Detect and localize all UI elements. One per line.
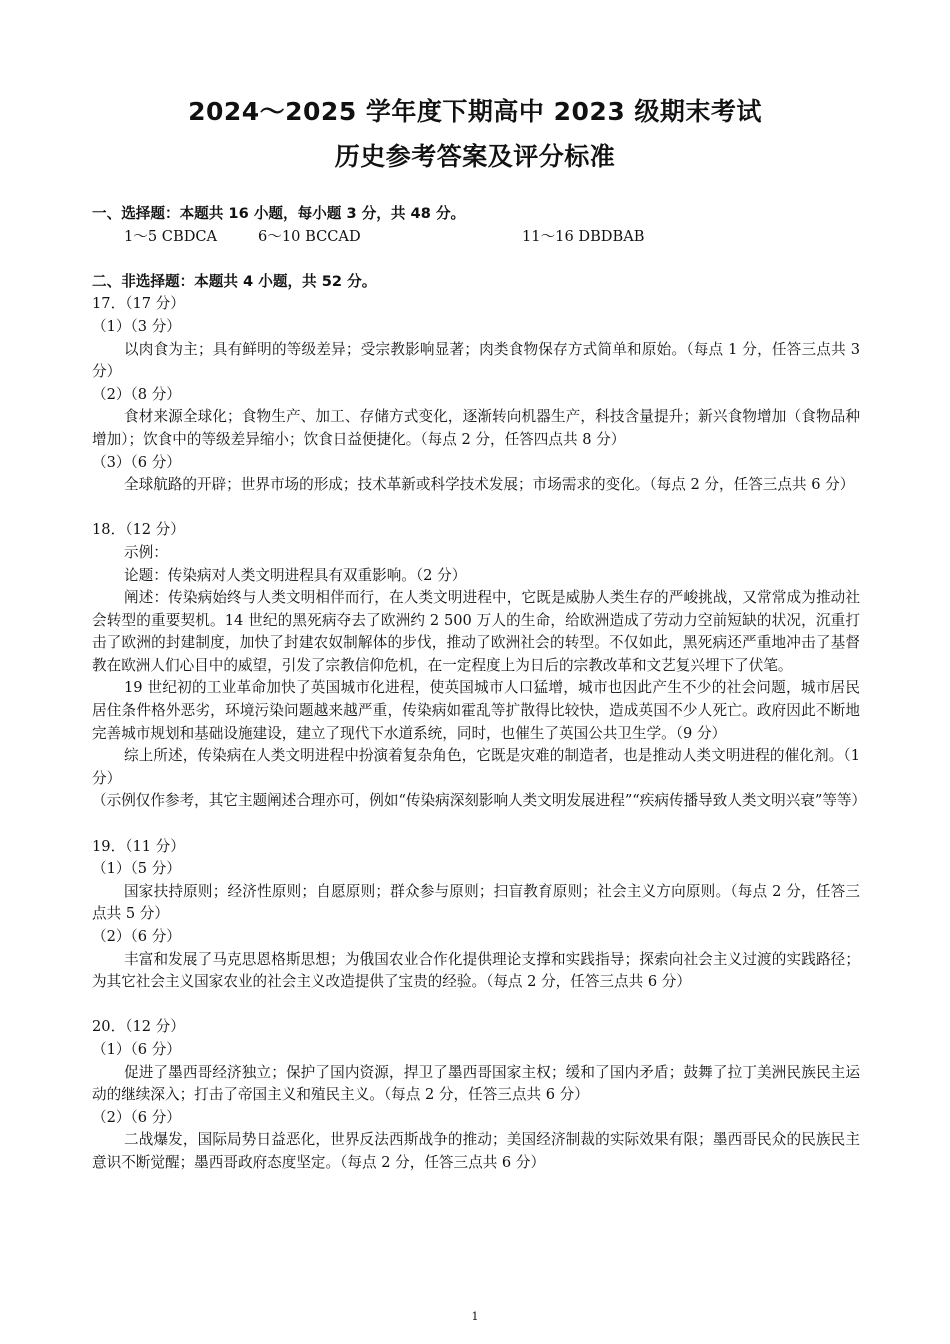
q19-part1-label: （1）（5 分）: [92, 860, 181, 878]
q17-part2-answer: 食材来源全球化；食物生产、加工、存储方式变化，逐渐转向机器生产，科技含量提升；新兴食物增加（食物品种增加）；饮食中的等级差异缩小；饮食日益便捷化。（每点 2 分，任答四点共 8 分）: [92, 408, 860, 448]
q20-part2-label: （2）（6 分）: [92, 1108, 181, 1126]
mc-answer-group: 6～10 BCCAD: [258, 227, 361, 245]
document-body: [92, 203, 867, 1175]
q18-paragraph: 阐述：传染病始终与人类文明相伴而行，在人类文明进程中，它既是威胁人类生存的严峻挑战，又常常成为推动社会转型的重要契机。14 世纪的黑死病夺去了欧洲约 2 500 万人的生命，给欧洲造成了劳动力空前短缺的状况，沉重打击了欧洲的封建制度，加快了封建农奴制解体的步伐，推动了欧洲社会的转型。不仅如此，黑死病还严重地冲击了基督教在欧洲人们心目中的威望，引发了宗教信仰危机，在一定程度上为日后的宗教改革和文艺复兴埋下了伏笔。: [92, 589, 860, 674]
q19-title: 19．（11 分）: [92, 837, 185, 855]
q18-paragraph: 综上所述，传染病在人类文明进程中扮演着复杂角色，它既是灾难的制造者，也是推动人类文明进程的催化剂。（1 分）: [92, 747, 860, 787]
q20-part2-answer: 二战爆发，国际局势日益恶化，世界反法西斯战争的推动；美国经济制裁的实际效果有限；墨西哥民众的民族民主意识不断觉醒；墨西哥政府态度坚定。（每点 2 分，任答三点共 6 分）: [92, 1131, 860, 1171]
q20-title: 20．（12 分）: [92, 1018, 185, 1036]
page-number: 1: [471, 1310, 479, 1323]
section1-heading: 一、选择题：本题共 16 小题，每小题 3 分，共 48 分。: [92, 205, 466, 222]
mc-answer-row: [92, 226, 860, 249]
q17-part3-answer: 全球航路的开辟；世界市场的形成；技术革新或科学技术发展；市场需求的变化。（每点 2 分，任答三点共 6 分）: [124, 476, 855, 494]
q20-part1-answer: 促进了墨西哥经济独立；保护了国内资源，捍卫了墨西哥国家主权；缓和了国内矛盾；鼓舞了拉丁美洲民族民主运动的继续深入；打击了帝国主义和殖民主义。（每点 2 分，任答三点共 6 分）: [92, 1063, 860, 1104]
q20-part1-label: （1）（6 分）: [92, 1040, 181, 1058]
document-subtitle: 历史参考答案及评分标准: [334, 142, 616, 171]
q19-part1-answer: 国家扶持原则；经济性原则；自愿原则；群众参与原则；扫盲教育原则；社会主义方向原则。（每点 2 分，任答三点共 5 分）: [92, 882, 860, 923]
q17-part1-label: （1）（3 分）: [92, 317, 181, 335]
q18-title: 18．（12 分）: [92, 521, 185, 539]
q17-title: 17．（17 分）: [92, 295, 185, 313]
q19-part2-label: （2）（6 分）: [92, 928, 181, 945]
section2-heading: 二、非选择题：本题共 4 小题，共 52 分。: [92, 272, 377, 290]
q19-part2-answer: 丰富和发展了马克思恩格斯思想；为俄国农业合作化提供理论支撑和实践指导；探索向社会主义过渡的实践路径；为其它社会主义国家农业的社会主义改造提供了宝贵的经验。（每点 2 分，任答三点共 6 分）: [92, 950, 860, 991]
mc-answer-group: 1～5 CBDCA: [124, 227, 218, 245]
q17-part3-label: （3）（6 分）: [92, 453, 181, 471]
q18-paragraph: 19 世纪初的工业革命加快了英国城市化进程，使英国城市人口猛增，城市也因此产生不少的社会问题，城市居民居住条件格外恶劣，环境污染问题越来越严重，传染病如霍乱等扩散得比较快，造成英国不少人死亡。政府因此不断地完善城市规划和基础设施建设，建立了现代下水道系统，同时，也催生了英国公共卫生学。（9 分）: [92, 679, 860, 742]
q18-example-label: 示例：: [124, 543, 168, 561]
q18-note: （示例仅作参考，其它主题阐述合理亦可，例如“传染病深刻影响人类文明发展进程”“疾病传播导致人类文明兴衰”等等）: [92, 792, 867, 810]
q17-part2-label: （2）（8 分）: [92, 385, 181, 403]
document-title: 2024～2025 学年度下期高中 2023 级期末考试: [188, 97, 762, 126]
q17-part1-answer: 以肉食为主；具有鲜明的等级差异；受宗教影响显著；肉类食物保存方式简单和原始。（每点 1 分，任答三点共 3 分）: [92, 340, 860, 381]
mc-answer-group: 11～16 DBDBAB: [522, 227, 645, 245]
q18-thesis: 论题：传染病对人类文明进程具有双重影响。（2 分）: [124, 566, 467, 584]
